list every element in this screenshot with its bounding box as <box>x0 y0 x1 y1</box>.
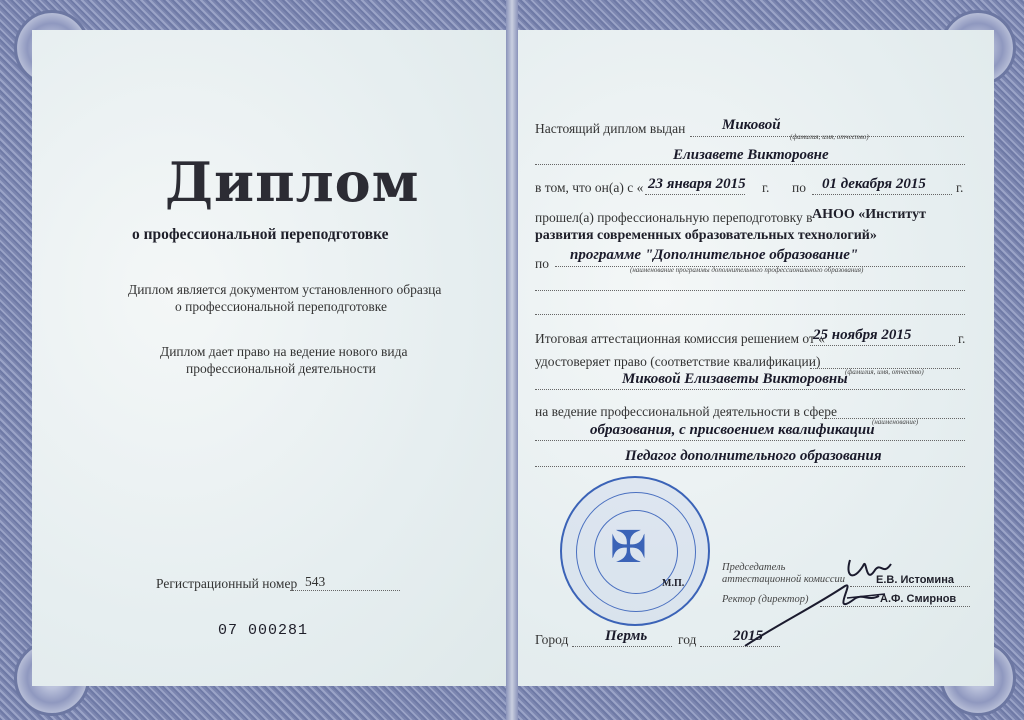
year-suffix: г. <box>956 180 964 195</box>
reg-number-line <box>290 590 400 591</box>
passed-prefix: прошел(а) профессиональную переподготовку в <box>535 210 813 225</box>
name-gen-line <box>535 389 965 390</box>
city-line <box>572 646 672 647</box>
year-line <box>700 646 780 647</box>
eagle-emblem-icon: ✠ <box>610 523 647 572</box>
reg-number-label: Регистрационный номер <box>156 576 298 591</box>
period-mid: по <box>792 180 806 195</box>
intro-text-line: Диплом является документом установленного образца <box>128 282 442 297</box>
chair-label-line2: аттестационной комиссии <box>722 574 845 585</box>
fio-hint: (фамилия, имя, отчество) <box>790 133 869 141</box>
period-prefix: в том, что он(а) с « <box>535 180 644 195</box>
name-line <box>535 164 965 165</box>
blank-line <box>535 290 965 291</box>
sphere-hint: (наименование) <box>872 418 919 426</box>
commission-prefix: Итоговая аттестационная комиссия решением от « <box>535 331 825 346</box>
diploma-subtitle: о профессиональной переподготовке <box>132 226 389 243</box>
sphere-prefix: на ведение профессиональной деятельности в сфере <box>535 404 837 419</box>
sphere-value: образования, с присвоением квалификации <box>590 422 875 438</box>
certifies-text: удостоверяет право (соответствие квалификации) <box>535 354 821 369</box>
recipient-given-names: Елизавете Викторовне <box>673 147 829 163</box>
qualification-line <box>535 466 965 467</box>
city-label: Город <box>535 632 569 647</box>
year-value: 2015 <box>733 628 763 644</box>
year-label: год <box>678 632 697 647</box>
sphere-value-line <box>535 440 965 441</box>
commission-year-suffix: г. <box>958 331 966 346</box>
diploma-title: Диплом <box>165 150 420 214</box>
year-suffix: г. <box>762 180 770 195</box>
recipient-name-genitive: Миковой Елизаветы Викторовны <box>622 371 848 387</box>
seal-place-label: М.П. <box>662 578 685 589</box>
rector-name: А.Ф. Смирнов <box>880 593 957 605</box>
organization-line2: развития современных образовательных технологий» <box>535 228 877 243</box>
date-to-line <box>812 194 952 195</box>
blank-line <box>535 314 965 315</box>
date-from-line <box>645 194 745 195</box>
program-hint: (наименование программы дополнительного профессионального образования) <box>630 266 864 274</box>
commission-date: 25 ноября 2015 <box>813 327 912 343</box>
issued-label: Настоящий диплом выдан <box>535 121 686 136</box>
program-name: программе "Дополнительное образование" <box>570 247 859 263</box>
reg-number-value: 543 <box>305 574 326 589</box>
rights-text-line: профессиональной деятельности <box>186 361 376 376</box>
intro-text-line: о профессиональной переподготовке <box>175 299 387 314</box>
commission-date-line <box>810 345 955 346</box>
program-prefix: по <box>535 256 549 271</box>
city-value: Пермь <box>605 628 648 644</box>
rector-label: Ректор (директор) <box>722 594 809 605</box>
date-to: 01 декабря 2015 <box>822 176 926 192</box>
fio-hint-2: (фамилия, имя, отчество) <box>845 368 924 376</box>
serial-number: 07 000281 <box>218 622 309 639</box>
qualification-value: Педагог дополнительного образования <box>625 448 882 464</box>
book-spine <box>506 0 518 720</box>
chair-name: Е.В. Истомина <box>876 574 954 586</box>
date-from: 23 января 2015 <box>648 176 746 192</box>
official-stamp <box>560 476 710 626</box>
rights-text-line: Диплом дает право на ведение нового вида <box>160 344 408 359</box>
recipient-surname: Миковой <box>722 117 781 133</box>
organization-line1: АНОО «Институт <box>812 207 926 222</box>
chair-label-line1: Председатель <box>722 562 786 573</box>
